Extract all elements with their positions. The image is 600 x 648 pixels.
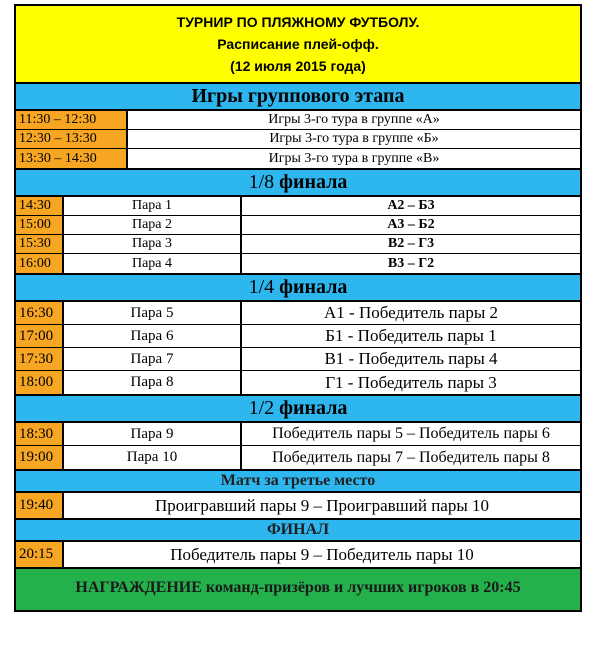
table-row (16, 149, 580, 168)
time-cell: 15:00 (16, 216, 64, 234)
table-row (16, 130, 580, 149)
semi-final-table (16, 423, 580, 471)
table-row (16, 254, 580, 273)
match-cell: В1 - Победитель пары 4 (324, 349, 498, 368)
pair-cell: Пара 9 (64, 423, 242, 445)
time-cell: 14:30 (16, 197, 64, 215)
match-cell: Г1 - Победитель пары 3 (325, 372, 497, 392)
third-place-table (16, 493, 580, 520)
table-row (16, 423, 580, 446)
match-cell: А3 – Б2 (387, 217, 435, 232)
final-header-text: ФИНАЛ (266, 521, 330, 538)
final-header (16, 520, 580, 542)
table-row (16, 348, 580, 371)
table-row (16, 325, 580, 348)
group-stage-header (16, 84, 580, 111)
semi-final-header (16, 396, 580, 423)
group-stage-table (16, 111, 580, 170)
match-cell: А2 – Б3 (387, 198, 435, 213)
quarter-final-header (16, 275, 580, 302)
time-cell: 19:40 (16, 493, 64, 518)
title-line-2: Расписание плей-офф. (217, 36, 379, 52)
match-cell: Проигравший пары 9 – Проигравший пары 10 (154, 495, 490, 515)
pair-cell: Пара 2 (64, 216, 242, 234)
title-line-1: ТУРНИР ПО ПЛЯЖНОМУ ФУТБОЛУ. (176, 14, 420, 30)
pair-cell: Пара 6 (64, 325, 242, 347)
time-cell: 18:00 (16, 371, 64, 394)
quarter-final-table (16, 302, 580, 396)
time-cell: 16:30 (16, 302, 64, 324)
table-row (16, 493, 580, 518)
title-block (16, 6, 580, 84)
game-cell: Игры 3-го тура в группе «В» (268, 150, 440, 166)
third-place-header-text: Матч за третье место (220, 472, 376, 489)
third-place-header (16, 471, 580, 493)
pair-cell: Пара 4 (64, 254, 242, 273)
time-cell: 13:30 – 14:30 (16, 149, 128, 168)
table-row (16, 197, 580, 216)
time-cell: 15:30 (16, 235, 64, 253)
match-cell: В2 – Г3 (387, 236, 435, 251)
pair-cell: Пара 8 (64, 371, 242, 394)
round-of-16-header (16, 170, 580, 197)
table-row (16, 302, 580, 325)
time-cell: 12:30 – 13:30 (16, 130, 128, 148)
match-cell: Победитель пары 7 – Победитель пары 8 (272, 448, 550, 466)
time-cell: 17:00 (16, 325, 64, 347)
final-table (16, 542, 580, 569)
pair-cell: Пара 3 (64, 235, 242, 253)
round-of-16-fraction: 1/8 (248, 171, 275, 193)
table-row (16, 371, 580, 394)
match-cell: Победитель пары 9 – Победитель пары 10 (170, 544, 474, 564)
match-cell: Б1 - Победитель пары 1 (325, 326, 497, 345)
game-cell: Игры 3-го тура в группе «Б» (269, 131, 439, 146)
pair-cell: Пара 7 (64, 348, 242, 370)
semi-final-fraction: 1/2 (248, 397, 275, 419)
table-row (16, 111, 580, 130)
table-row (16, 542, 580, 567)
pair-cell: Пара 5 (64, 302, 242, 324)
schedule-sheet (14, 4, 582, 612)
match-cell: А1 - Победитель пары 2 (324, 303, 498, 322)
time-cell: 11:30 – 12:30 (16, 111, 128, 129)
time-cell: 17:30 (16, 348, 64, 370)
time-cell: 18:30 (16, 423, 64, 445)
quarter-final-word: финала (274, 276, 348, 298)
award-banner: НАГРАЖДЕНИЕ команд-призёров и лучших игроков в 20:45 (16, 569, 580, 610)
time-cell: 16:00 (16, 254, 64, 273)
round-of-16-table (16, 197, 580, 275)
table-row (16, 446, 580, 469)
quarter-final-fraction: 1/4 (248, 276, 275, 298)
semi-final-word: финала (274, 397, 348, 419)
time-cell: 20:15 (16, 542, 64, 567)
pair-cell: Пара 10 (64, 446, 242, 469)
game-cell: Игры 3-го тура в группе «А» (268, 112, 440, 127)
round-of-16-word: финала (274, 171, 348, 193)
match-cell: В3 – Г2 (387, 255, 435, 271)
table-row (16, 235, 580, 254)
title-line-3: (12 июля 2015 года) (230, 58, 366, 74)
group-stage-header-text: Игры группового этапа (191, 85, 405, 107)
table-row (16, 216, 580, 235)
match-cell: Победитель пары 5 – Победитель пары 6 (272, 425, 550, 442)
pair-cell: Пара 1 (64, 197, 242, 215)
time-cell: 19:00 (16, 446, 64, 469)
